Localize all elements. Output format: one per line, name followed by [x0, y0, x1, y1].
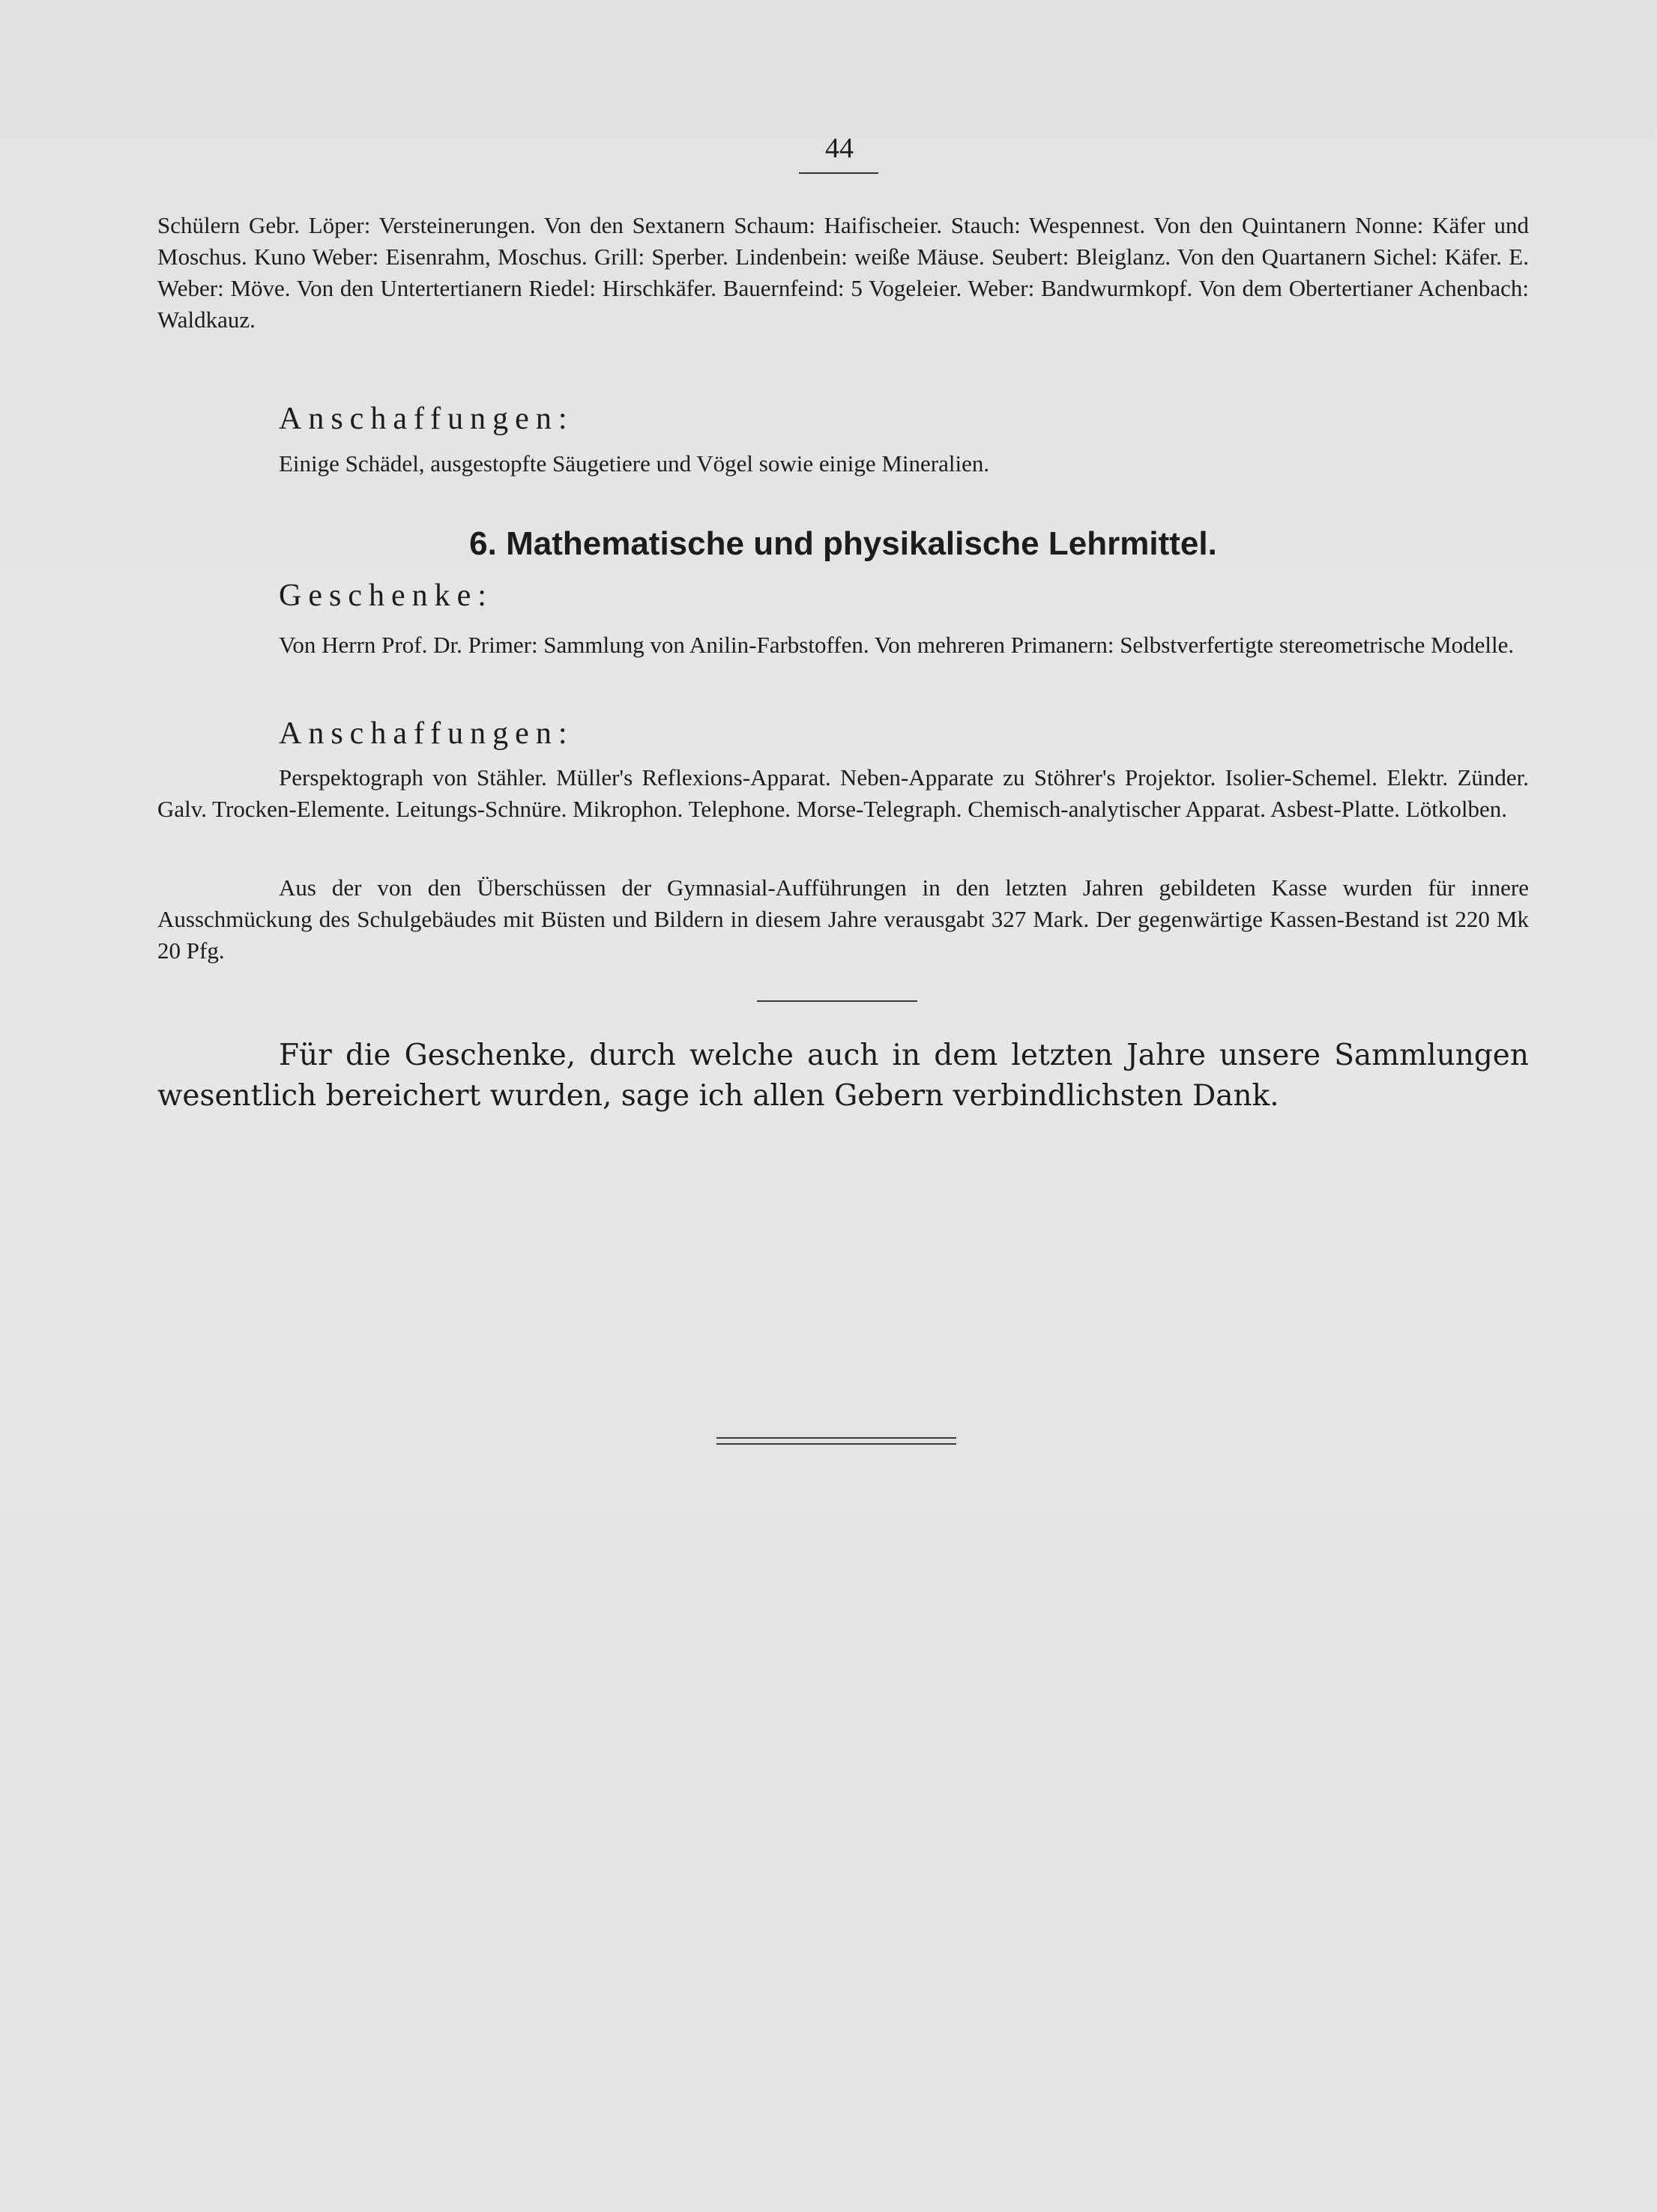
section5-acquisitions-heading: Anschaffungen:	[279, 402, 574, 436]
section6-acquisitions-text: Perspektograph von Stähler. Müller's Reflexions-Apparat. Neben-Apparate zu Stöhrer's Projektor. Isolier-Schemel. Elektr. Zünder. Galv. Trocken-Elemente. Leitungs-Schnüre. Mikrophon. Telephone. Morse-Telegraph. Chemisch-analytischer Apparat. Asbest-Platte. Lötkolben.	[157, 764, 1529, 822]
closing-thanks: Für die Geschenke, durch welche auch in dem letzten Jahre unsere Sammlungen wesentlich bereichert wurden, sage ich allen Gebern verbindlichsten Dank.	[157, 1039, 1529, 1113]
end-double-rule-top	[716, 1437, 956, 1439]
page-number: 44	[825, 133, 854, 164]
section6-heading: 6. Mathematische und physikalische Lehrmittel.	[469, 525, 1217, 562]
section6-gifts-text: Von Herrn Prof. Dr. Primer: Sammlung von Anilin-Farbstoffen. Von mehreren Primanern: Selbstverfertigte stereometrische Modelle.	[279, 632, 1515, 658]
page-number-underline	[799, 172, 878, 174]
section6-gifts-heading: Geschenke:	[279, 578, 493, 613]
section-divider	[757, 1000, 917, 1002]
section5-acquisitions-text: Einige Schädel, ausgestopfte Säugetiere und Vögel sowie einige Mineralien.	[279, 450, 990, 477]
section6-fund-text: Aus der von den Überschüssen der Gymnasial-Aufführungen in den letzten Jahren gebildeten Kasse wurden für innere Ausschmückung des Schulgebäudes mit Büsten und Bildern in diesem Jahre verausgabt 327 Mark. Der gegenwärtige Kassen-Bestand ist 220 Mk 20 Pfg.	[157, 874, 1529, 964]
section6-acquisitions-heading: Anschaffungen:	[279, 716, 574, 751]
section5-gifts-continued: Schülern Gebr. Löper: Versteinerungen. Von den Sextanern Schaum: Haifischeier. Stauch: Wespennest. Von den Quintanern Nonne: Käfer und Moschus. Kuno Weber: Eisenrahm, Moschus. Grill: Sperber. Lindenbein: weiße Mäuse. Seubert: Bleiglanz. Von den Quartanern Sichel: Käfer. E. Weber: Möve. Von den Untertertianern Riedel: Hirschkäfer. Bauernfeind: 5 Vogeleier. Weber: Bandwurmkopf. Von dem Obertertianer Achenbach: Waldkauz.	[157, 212, 1529, 333]
end-double-rule-bottom	[716, 1443, 956, 1445]
